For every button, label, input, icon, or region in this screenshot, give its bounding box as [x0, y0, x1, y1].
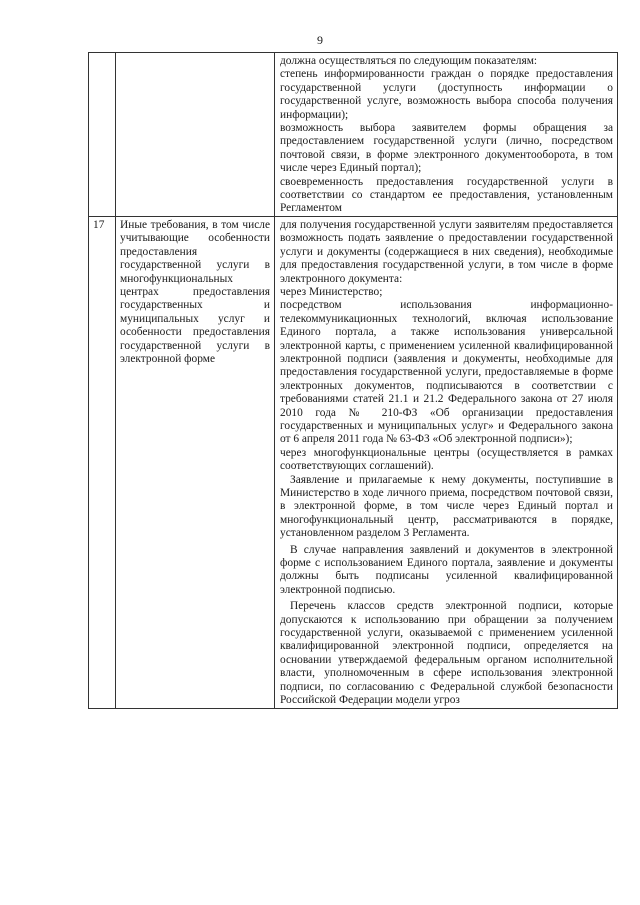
requirement-text [116, 53, 274, 55]
content-cell [275, 216, 618, 708]
paragraph: возможность выбора заявителем формы обращения за предоставлением государственной услуги (лично, посредством почтовой связи, в форме электронного документооборота, в том числе через Единый портал); [280, 122, 613, 175]
paragraph: посредством использования информационно-телекоммуникационных технологий, включая использование Единого портала, а также использования универсальной электронной карты, с применением усиленной квалифицированной электронной подписи (заявления и документы, необходимые для предоставления государственной услуги, предоставляемые в форме электронных документов, подписываются в соответствии с требованиями статей 21.1 и 21.2 Федерального закона от 27 июля 2010 года № 210-ФЗ «Об организации предоставления государственных и муниципальных услуг» и Федерального закона от 6 апреля 2011 года № 63-ФЗ «Об электронной подписи»); [280, 299, 613, 446]
row-number-cell [89, 53, 116, 217]
paragraph: для получения государственной услуги заявителям предоставляется возможность подать заявление о предоставлении государственной услуги и документы (содержащиеся в них сведения), необходимые для предоставления государственной услуги, в том числе в форме электронного документа: [280, 218, 613, 285]
paragraph: через многофункциональные центры (осуществляется в рамках соответствующих соглашений). [280, 446, 613, 473]
table-row-continuation [89, 53, 618, 217]
requirement-text: Иные требования, в том числе учитывающие особенности предоставления государственной услуги в многофункциональных центрах предоставления государственных и муниципальных услуг и особенности предоставления государственной услуги в электронной форме [120, 218, 270, 365]
requirement-cell [116, 53, 275, 217]
regulation-table [88, 52, 618, 709]
requirement-cell [116, 216, 275, 708]
page-number: 9 [317, 33, 323, 47]
paragraph: В случае направления заявлений и документов в электронной форме с использованием Единого портала, заявление и документы должны быть подписаны усиленной квалифицированной электронной подписью. [280, 543, 613, 596]
content-cell [275, 53, 618, 217]
paragraph: своевременность предоставления государственной услуги в соответствии со стандартом ее предоставления, установленным Регламентом [280, 175, 613, 215]
table-row-17 [89, 216, 618, 708]
content-text [275, 217, 617, 708]
row-number-cell: 17 [89, 216, 116, 708]
paragraph: степень информированности граждан о порядке предоставления государственной услуги (доступность информации о государственной услуге, возможность выбора способа получения информации); [280, 68, 613, 121]
paragraph: через Министерство; [280, 285, 383, 298]
paragraph: Перечень классов средств электронной подписи, которые допускаются к использованию при обращении за получением государственной услуги, оказываемой с применением усиленной квалифицированной электронной подписи, определяется на основании утверждаемой федеральным органом исполнительной власти, уполномоченным в сфере использования электронной подписи, по согласованию с Федеральной службой безопасности Российской Федерации модели угроз [280, 600, 613, 707]
content-text [275, 53, 617, 216]
paragraph: Заявление и прилагаемые к нему документы, поступившие в Министерство в ходе личного приема, посредством почтовой связи, в электронной форме, в том числе через Единый портал и многофункциональный центр, рассматриваются в порядке, установленном разделом 3 Регламента. [280, 473, 613, 540]
paragraph: должна осуществляться по следующим показателям: [280, 55, 538, 67]
